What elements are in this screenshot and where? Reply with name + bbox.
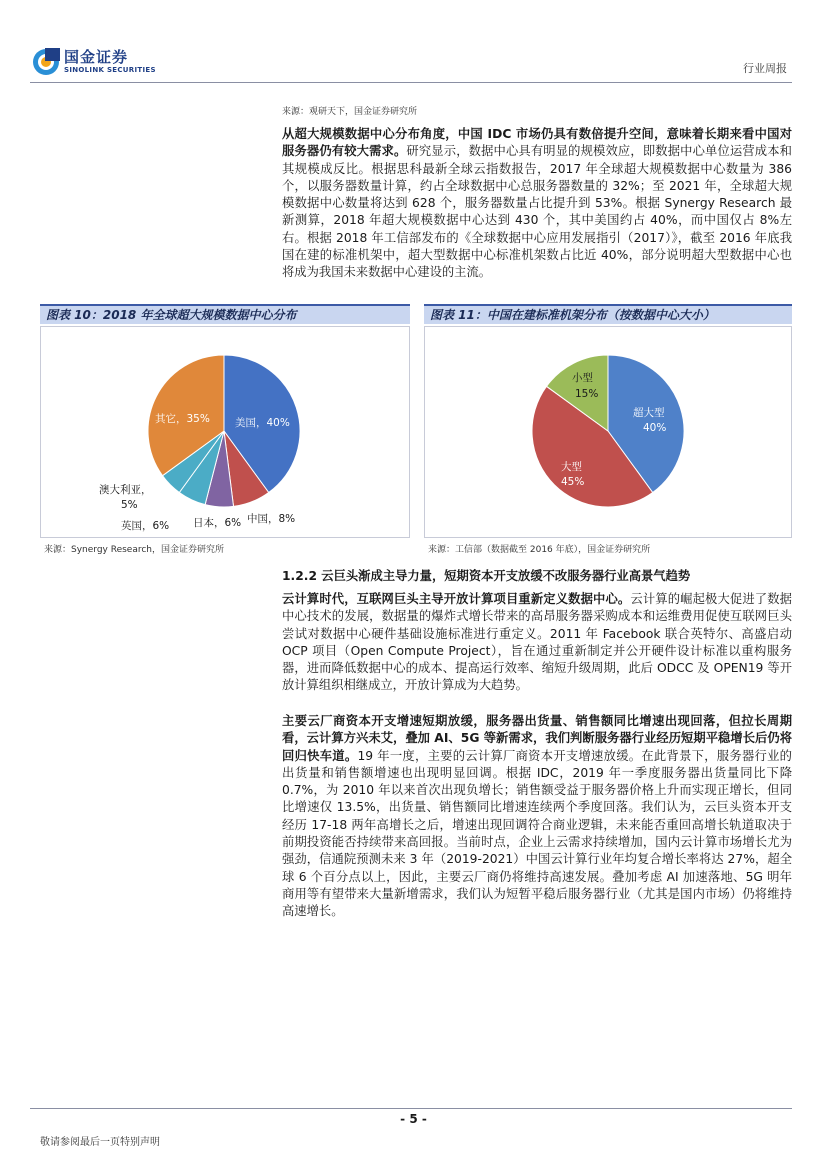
pie10-label-australia: 澳大利亚， <box>99 484 152 496</box>
paragraph-hyperscale-lead: 从超大规模数据中心分布角度，中国 IDC 市场仍具有数倍提升空间，意味着长期来看中国对服务器仍有较大需求。 <box>282 127 792 159</box>
figure-10-title: 图表 10：2018 年全球超大规模数据中心分布 <box>40 304 410 324</box>
top-source-note: 来源：观研天下，国金证券研究所 <box>282 107 418 117</box>
page-number: - 5 - <box>400 1112 427 1126</box>
paragraph-capex-body: 19 年一度，主要的云计算厂商资本开支增速放缓。在此背景下，服务器行业的出货量和销售额增速也出现明显回调。根据 IDC，2019 年一季度服务器出货量同比下降 0.7%，为 2010 年以来首次出现负增长；销售额受益于服务器价格上升而实现正增长，但同比增速仅 13.5%，出货量、销售额同比增速连续两个季度回落。我们认为，云巨头资本开支经历 17-18 两年高增长之后，增速出现回调符合商业逻辑，未来能否重回高增长轨道取决于前期投资能否持续带来高回报。当前时点，企业上云需求持续增加，国内云计算市场增长尤为强劲，信通院预测未来 3 年（2019-2021）中国云计算行业年均复合增长率将达 27%，超全球 6 个百分点以上，因此，主要云厂商仍将维持高速发展。叠加考虑 AI 加速落地、5G 明年商用等有望带来大量新增需求，我们认为短暂平稳后服务器行业（尤其是国内市场）仍将维持高速增长。 <box>282 748 792 919</box>
section-heading: 1.2.2 云巨头渐成主导力量，短期资本开支放缓不改服务器行业高景气趋势 <box>282 569 691 583</box>
pie10-label-uk: 英国，6% <box>121 520 170 532</box>
figure-10-source: 来源：Synergy Research，国金证券研究所 <box>44 545 225 555</box>
footer-divider <box>30 1108 792 1109</box>
pie10-label-japan: 日本，6% <box>193 517 242 529</box>
paragraph-capex <box>282 713 792 921</box>
paragraph-open-compute <box>282 591 792 695</box>
figure-11-chart <box>424 326 792 538</box>
figure-11-pie <box>425 327 791 537</box>
pie11-label-l-name: 大型 <box>561 461 582 473</box>
figure-11-title: 图表 11：中国在建标准机架分布（按数据中心大小） <box>424 304 792 324</box>
pie10-label-other: 其它，35% <box>155 413 210 425</box>
pie11-label-s-name: 小型 <box>572 372 593 384</box>
pie11-label-xl-pct: 40% <box>643 422 667 434</box>
pie10-label-australia-pct: 5% <box>121 499 138 511</box>
pie11-label-l-pct: 45% <box>561 476 585 488</box>
report-type: 行业周报 <box>743 62 787 75</box>
pie10-label-us: 美国，40% <box>235 417 290 429</box>
paragraph-hyperscale-body: 研究显示，数据中心具有明显的规模效应，即数据中心单位运营成本和其规模成反比。根据思科最新全球云指数报告，2017 年全球超大规模数据中心数量为 386 个，以服务器数量计算，约占全球数据中心总服务器数量的 32%；至 2021 年，全球超大规模数据中心数量将达到 628 个，服务器数量占比提升到 53%。根据 Synergy Research 最新测算，2018 年超大规模数据中心达到 430 个，其中美国约占 40%，而中国仅占 8%左右。根据 2018 年工信部发布的《全球数据中心应用发展指引（2017）》，截至 2016 年底我国在建的标准机架中，超大型数据中心标准机架数占比近 40%，部分说明超大型数据中心也将成为我国未来数据中心建设的主流。 <box>282 144 792 280</box>
pie11-label-s-pct: 15% <box>575 388 599 400</box>
paragraph-open-compute-lead: 云计算时代，互联网巨头主导开放计算项目重新定义数据中心。 <box>282 592 631 606</box>
logo-text-cn: 国金证券 <box>64 48 129 66</box>
disclaimer-note: 敬请参阅最后一页特别声明 <box>40 1137 160 1148</box>
pie10-label-china: 中国，8% <box>247 513 296 525</box>
pie11-label-xl-name: 超大型 <box>633 407 665 419</box>
paragraph-open-compute-body: 云计算的崛起极大促进了数据中心技术的发展，数据量的爆炸式增长带来的高昂服务器采购成本和运维费用促使互联网巨头尝试对数据中心硬件基础设施标准进行重定义。2011 年 Facebook 联合英特尔、高盛启动 OCP 项目（Open Compute Project），旨在通过重新制定并公开硬件设计标准以重构服务器，进而降低数据中心的成本、提高运行效率、缩短升级周期，此后 ODCC 及 OPEN19 等开放计算组织相继成立，开放计算成为大趋势。 <box>282 592 792 693</box>
header-divider <box>30 82 792 83</box>
figure-10-chart <box>40 326 410 538</box>
figure-11-source: 来源：工信部（数据截至 2016 年底），国金证券研究所 <box>428 545 651 555</box>
sinolink-logo-icon <box>32 48 60 76</box>
paragraph-capex-lead: 主要云厂商资本开支增速短期放缓，服务器出货量、销售额同比增速出现回落，但拉长周期看，云计算方兴未艾，叠加 AI、5G 等新需求，我们判断服务器行业经历短期平稳增长后仍将回归快车道。 <box>282 714 792 763</box>
logo-text-en: SINOLINK SECURITIES <box>64 66 156 74</box>
figure-10-pie <box>41 327 409 537</box>
paragraph-hyperscale <box>282 126 792 282</box>
